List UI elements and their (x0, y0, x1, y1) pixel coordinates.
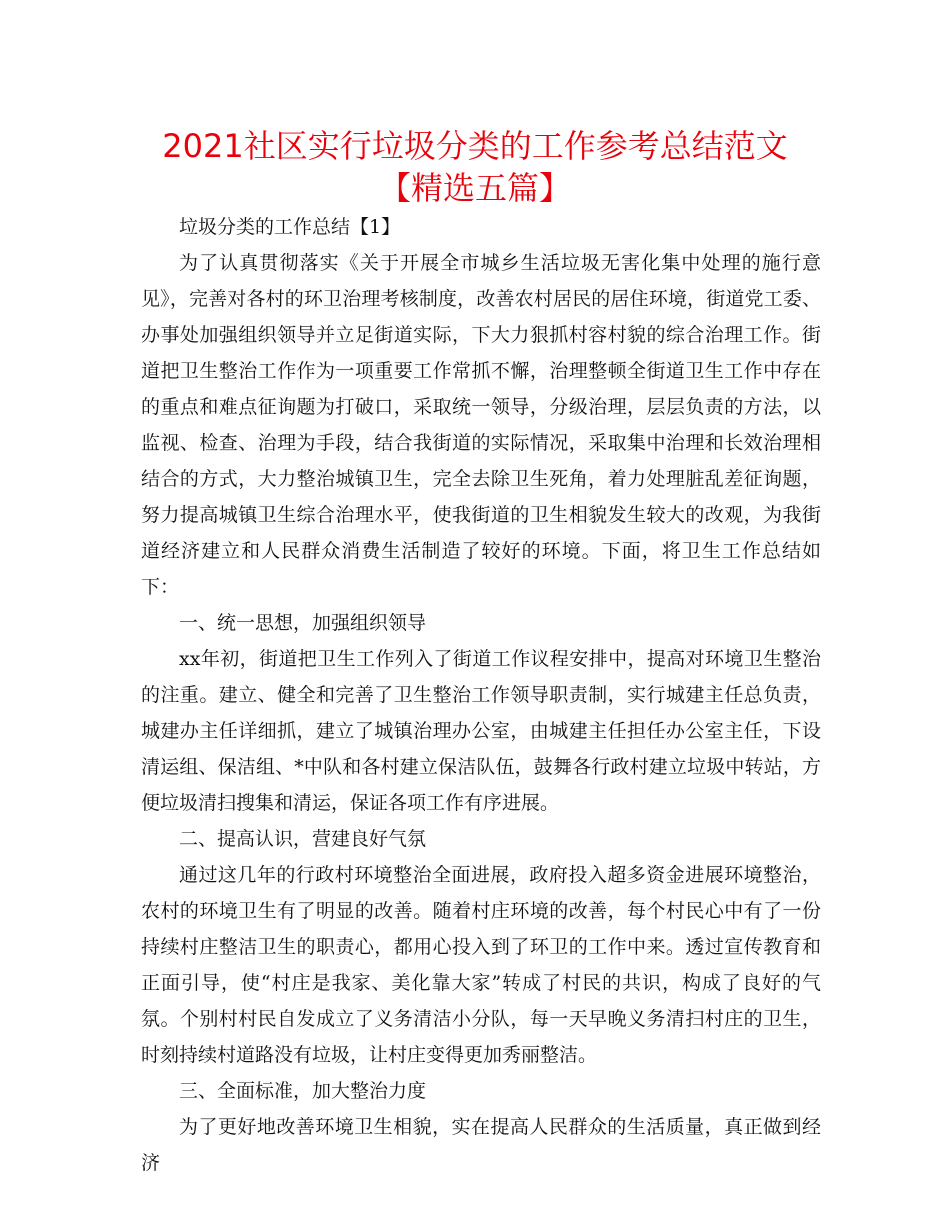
document-body (141, 209, 821, 1181)
paragraph-2: 通过这几年的行政村环境整治全面进展，政府投入超多资金进展环境整治，农村的环境卫生有了明显的改善。随着村庄环境的改善，每个村民心中有了一份持续村庄整洁卫生的职责心，都用心投入到了环卫的工作中来。透过宣传教育和正面引导，使“村庄是我家、美化靠大家”转成了村民的共识，构成了良好的气氛。个别村村民自发成立了义务清洁小分队，每一天早晚义务清扫村庄的卫生，时刻持续村道路没有垃圾，让村庄变得更加秀丽整洁。 (141, 864, 821, 1066)
heading-1: 一、统一思想，加强组织领导 (179, 612, 427, 634)
paragraph-intro: 为了认真贯彻落实《关于开展全市城乡生活垃圾无害化集中处理的施行意见》，完善对各村的环卫治理考核制度，改善农村居民的居住环境，街道党工委、办事处加强组织领导并立足街道实际，下大力狠抓村容村貌的综合治理工作。街道把卫生整治工作作为一项重要工作常抓不懈，治理整顿全街道卫生工作中存在的重点和难点征询题为打破口，采取统一领导，分级治理，层层负责的方法，以监视、检查、治理为手段，结合我街道的实际情况，采取集中治理和长效治理相结合的方式，大力整治城镇卫生，完全去除卫生死角，着力处理脏乱差征询题，努力提高城镇卫生综合治理水平，使我街道的卫生相貌发生较大的改观，为我街道经济建立和人民群众消费生活制造了较好的环境。下面，将卫生工作总结如下： (141, 252, 821, 598)
document-title-line-2: 【精选五篇】 (378, 169, 571, 207)
paragraph-3: 为了更好地改善环境卫生相貌，实在提高人民群众的生活质量，真正做到经济 (141, 1116, 821, 1174)
section-title: 垃圾分类的工作总结【1】 (179, 216, 401, 238)
paragraph-1: xx年初，街道把卫生工作列入了街道工作议程安排中，提高对环境卫生整治的注重。建立、健全和完善了卫生整治工作领导职责制，实行城建主任总负责，城建办主任详细抓，建立了城镇治理办公室，由城建主任担任办公室主任，下设清运组、保洁组、*中队和各村建立保洁队伍，鼓舞各行政村建立垃圾中转站，方便垃圾清扫搜集和清运，保证各项工作有序进展。 (141, 648, 821, 814)
heading-2: 二、提高认识，营建良好气氛 (179, 828, 427, 850)
document-title-line-1: 2021社区实行垃圾分类的工作参考总结范文 (162, 127, 788, 165)
heading-3: 三、全面标准，加大整治力度 (179, 1080, 427, 1102)
